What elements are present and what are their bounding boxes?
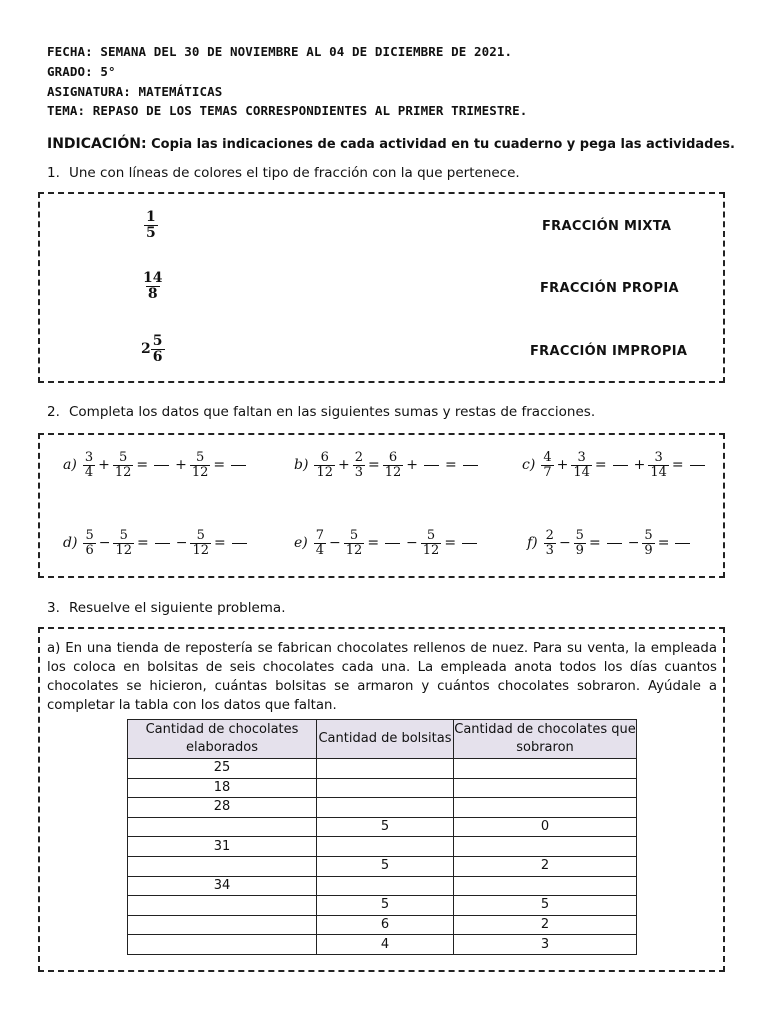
table-cell: 18 (128, 778, 317, 798)
q1-box (38, 192, 725, 383)
equation-b (294, 451, 481, 479)
table-cell[interactable] (454, 876, 637, 896)
q2-box (38, 433, 725, 578)
answer-blank[interactable] (607, 543, 622, 544)
q2-number: 2. (47, 404, 60, 420)
eq-equals: = (137, 535, 149, 552)
eq-label: e) (294, 535, 308, 552)
answer-blank[interactable] (675, 543, 690, 544)
q1-title (47, 165, 520, 181)
frac-numerator: 1 (146, 209, 156, 225)
table-row (128, 817, 637, 837)
frac-denominator: 12 (422, 542, 440, 558)
table-cell[interactable] (454, 798, 637, 818)
table-cell: 6 (317, 915, 454, 935)
frac-denominator: 14 (573, 464, 590, 480)
answer-blank[interactable] (462, 543, 477, 544)
table-row (128, 778, 637, 798)
q1-number: 1. (47, 165, 60, 181)
eq-operator: + (98, 457, 110, 474)
table-cell[interactable] (317, 759, 454, 779)
frac-numerator: 5 (196, 528, 205, 543)
q3-number: 3. (47, 600, 60, 616)
frac-denominator: 6 (152, 348, 163, 365)
frac-denominator: 12 (384, 464, 402, 480)
table-header: Cantidad de chocolates elaborados (128, 720, 317, 759)
frac-numerator: 2 (354, 450, 363, 465)
table-cell: 5 (317, 817, 454, 837)
frac-denominator: 9 (644, 542, 653, 558)
table-cell: 3 (454, 935, 637, 955)
table-cell[interactable] (454, 759, 637, 779)
frac-numerator: 3 (84, 450, 94, 465)
problem-paragraph: a) En una tienda de repostería se fabrican chocolates rellenos de nuez. Para su venta, la empleada los coloca en bolsitas de seis chocolates cada una. La empleada anota todos los días cuantos chocolates se hicieron, cuántas bolsitas se armaron y cuántos chocolates sobraron. Ayúdale a completar la tabla con los datos que faltan. (47, 641, 717, 713)
table-cell: 5 (317, 896, 454, 916)
eq-equals: = (671, 457, 684, 474)
frac-denominator: 4 (315, 542, 325, 558)
eq-equals: = (657, 535, 670, 552)
table-row (128, 896, 637, 916)
type-impropia: FRACCIÓN IMPROPIA (530, 344, 688, 359)
answer-blank[interactable] (424, 465, 439, 466)
answer-blank[interactable] (154, 465, 169, 466)
header-grado: GRADO: 5° (47, 64, 116, 79)
table-row (128, 798, 637, 818)
table-cell: 2 (454, 915, 637, 935)
instruction-text: Copia las indicaciones de cada actividad en tu cuaderno y pega las actividades. (151, 137, 735, 152)
frac-denominator: 3 (354, 464, 363, 480)
eq-operator: − (627, 535, 640, 552)
table-cell[interactable] (128, 856, 317, 876)
eq-label: c) (522, 457, 536, 474)
type-propia: FRACCIÓN PROPIA (540, 281, 679, 296)
frac-denominator: 8 (147, 285, 158, 302)
equation-a (63, 451, 249, 479)
eq-operator: + (556, 457, 569, 474)
frac-denominator: 3 (545, 542, 554, 558)
answer-blank[interactable] (232, 543, 247, 544)
answer-blank[interactable] (613, 465, 628, 466)
frac-numerator: 5 (644, 528, 653, 543)
q1-text: Une con líneas de colores el tipo de fracción con la que pertenece. (69, 165, 520, 181)
frac-numerator: 4 (543, 450, 552, 465)
frac-numerator: 14 (143, 270, 163, 286)
equation-c (522, 451, 708, 479)
eq-operator: − (175, 535, 188, 552)
table-cell[interactable] (317, 798, 454, 818)
table-cell: 4 (317, 935, 454, 955)
header-asignatura: ASIGNATURA: MATEMÁTICAS (47, 84, 223, 99)
answer-blank[interactable] (690, 465, 705, 466)
eq-equals: = (368, 457, 380, 474)
table-row (128, 915, 637, 935)
header-fecha: FECHA: SEMANA DEL 30 DE NOVIEMBRE AL 04 DE DICIEMBRE DE 2021. (47, 44, 513, 59)
eq-operator: + (633, 457, 646, 474)
table-cell[interactable] (317, 778, 454, 798)
table-cell[interactable] (317, 837, 454, 857)
table-cell: 34 (128, 876, 317, 896)
header-tema: TEMA: REPASO DE LOS TEMAS CORRESPONDIENTES AL PRIMER TRIMESTRE. (47, 103, 528, 118)
table-cell[interactable] (128, 915, 317, 935)
q3-text: Resuelve el siguiente problema. (69, 600, 286, 616)
eq-label: f) (527, 535, 538, 552)
frac-numerator: 5 (85, 528, 94, 543)
frac-denominator: 12 (191, 464, 209, 480)
frac-denominator: 7 (543, 464, 552, 480)
frac-denominator: 6 (85, 542, 94, 558)
eq-operator: − (329, 535, 341, 552)
frac-numerator: 5 (118, 450, 128, 465)
frac-numerator: 6 (320, 450, 329, 465)
table-row (128, 759, 637, 779)
frac-numerator: 5 (119, 528, 128, 543)
frac-denominator: 5 (146, 224, 156, 241)
frac-denominator: 14 (650, 464, 667, 480)
eq-operator: − (558, 535, 571, 552)
table-cell: 2 (454, 856, 637, 876)
equation-e (294, 529, 480, 557)
eq-equals: = (136, 457, 149, 474)
eq-equals: = (444, 535, 457, 552)
eq-operator: + (175, 457, 187, 474)
frac-numerator: 5 (152, 333, 163, 349)
type-mixta: FRACCIÓN MIXTA (542, 219, 672, 234)
frac-numerator: 5 (195, 450, 205, 465)
frac-numerator: 6 (388, 450, 398, 465)
instruction-label: INDICACIÓN: (47, 136, 147, 152)
eq-equals: = (594, 457, 607, 474)
table-cell: 5 (317, 856, 454, 876)
answer-blank[interactable] (155, 543, 170, 544)
frac-denominator: 12 (114, 464, 132, 480)
q1-fraction-3 (141, 334, 165, 364)
q3-title (47, 600, 286, 616)
eq-operator: + (406, 457, 419, 474)
q2-text: Completa los datos que faltan en las siguientes sumas y restas de fracciones. (69, 404, 596, 420)
frac-denominator: 9 (575, 542, 584, 558)
eq-equals: = (588, 535, 601, 552)
table-row (128, 876, 637, 896)
frac-numerator: 2 (545, 528, 554, 543)
eq-label: b) (294, 457, 309, 474)
table-cell[interactable] (128, 935, 317, 955)
frac-denominator: 12 (115, 542, 132, 558)
equation-d (63, 529, 250, 557)
table-row (128, 837, 637, 857)
eq-equals: = (214, 535, 226, 552)
table-cell: 5 (454, 896, 637, 916)
frac-numerator: 5 (426, 528, 436, 543)
eq-equals: = (445, 457, 457, 474)
table-cell: 28 (128, 798, 317, 818)
instruction (47, 136, 735, 152)
frac-numerator: 7 (315, 528, 325, 543)
answer-blank[interactable] (463, 465, 478, 466)
frac-numerator: 3 (654, 450, 663, 465)
table-cell: 25 (128, 759, 317, 779)
table-cell: 31 (128, 837, 317, 857)
equation-f (527, 529, 693, 557)
eq-equals: = (367, 535, 380, 552)
frac-whole: 2 (141, 341, 151, 358)
table-cell[interactable] (454, 778, 637, 798)
answer-blank[interactable] (385, 543, 400, 544)
chocolates-table (127, 719, 637, 955)
frac-numerator: 5 (349, 528, 359, 543)
table-cell[interactable] (128, 896, 317, 916)
table-header: Cantidad de chocolates que sobraron (454, 720, 637, 759)
eq-operator: − (406, 535, 418, 552)
frac-denominator: 12 (345, 542, 363, 558)
eq-label: a) (63, 457, 77, 474)
q2-title (47, 404, 595, 420)
frac-denominator: 12 (316, 464, 333, 480)
table-cell: 0 (454, 817, 637, 837)
frac-numerator: 5 (575, 528, 584, 543)
frac-denominator: 12 (192, 542, 210, 558)
q1-fraction-1 (144, 210, 158, 240)
eq-operator: + (337, 457, 350, 474)
eq-label: d) (63, 535, 78, 552)
table-row (128, 935, 637, 955)
answer-blank[interactable] (231, 465, 246, 466)
frac-denominator: 4 (84, 464, 94, 480)
table-row (128, 856, 637, 876)
eq-operator: − (98, 535, 111, 552)
table-cell[interactable] (317, 876, 454, 896)
q1-fraction-2 (141, 271, 164, 301)
table-cell[interactable] (128, 817, 317, 837)
table-cell[interactable] (454, 837, 637, 857)
eq-equals: = (213, 457, 226, 474)
frac-numerator: 3 (577, 450, 586, 465)
table-header: Cantidad de bolsitas (317, 720, 454, 759)
